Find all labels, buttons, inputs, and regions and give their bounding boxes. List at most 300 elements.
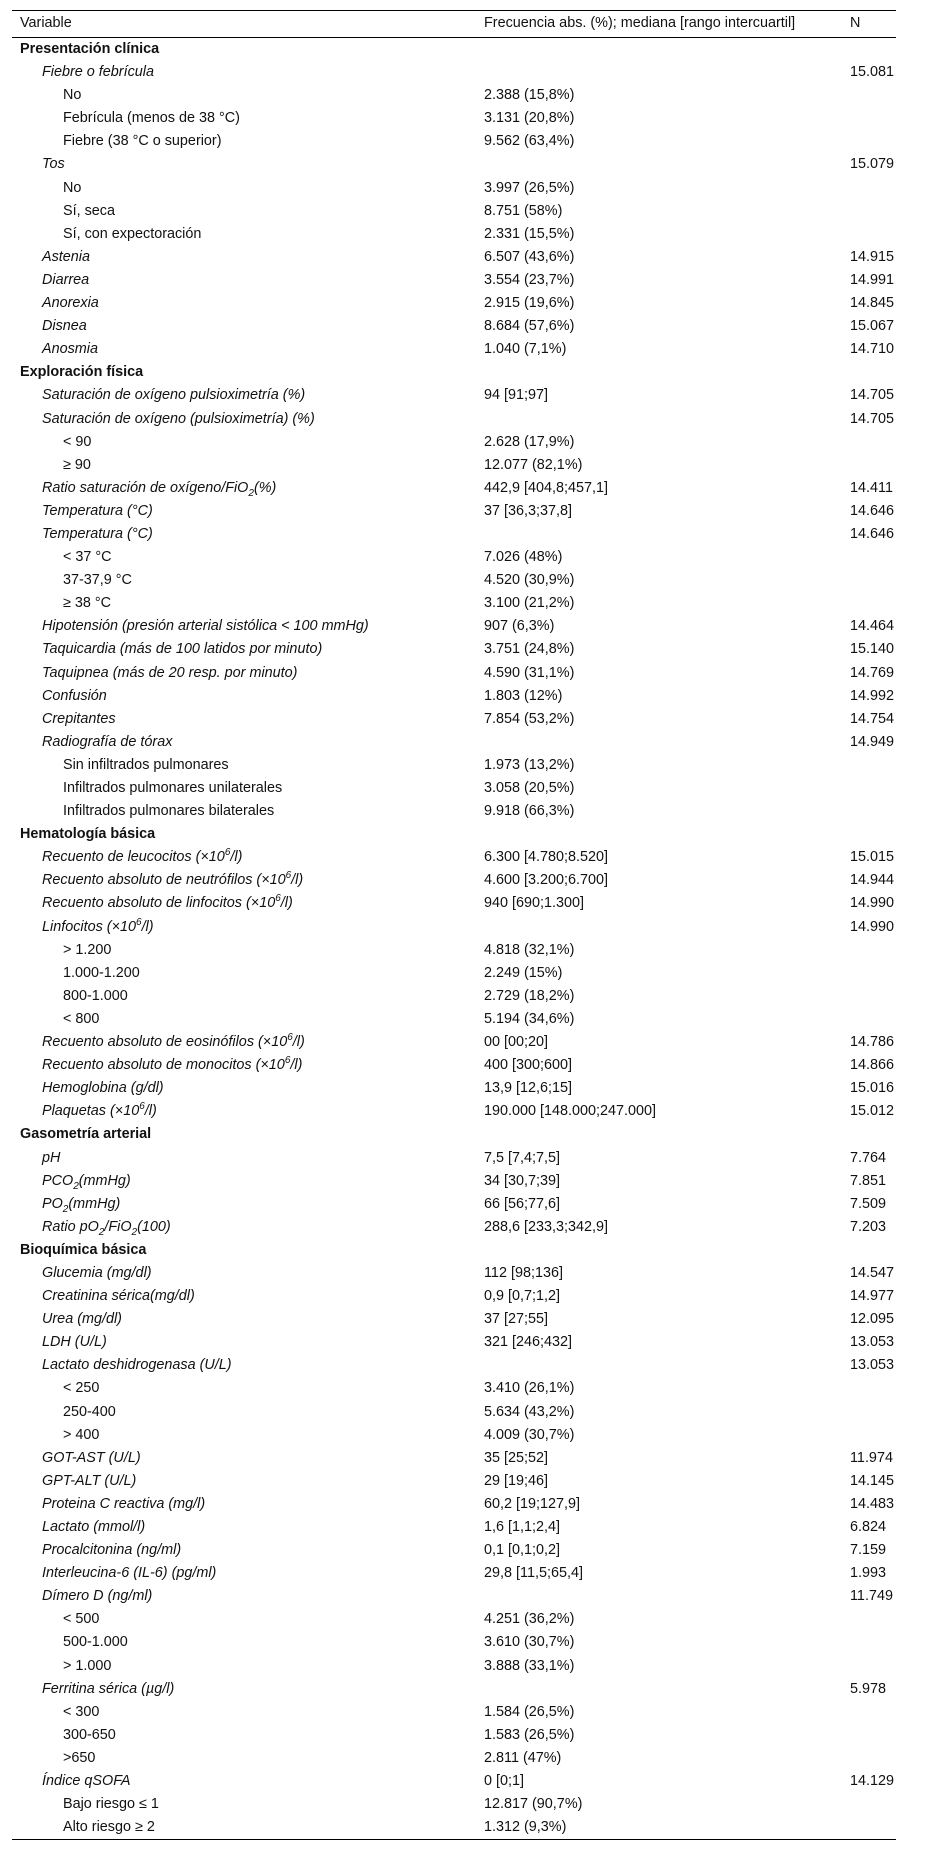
frequency-cell: 60,2 [19;127,9]: [484, 1495, 581, 1512]
frequency-cell: 00 [00;20]: [484, 1034, 549, 1051]
variable-cell: [12, 223, 476, 246]
table-row: [12, 1585, 896, 1608]
frequency-cell: 6.507 (43,6%): [484, 248, 575, 265]
n-cell: 15.012: [850, 1103, 895, 1120]
sub-row: [12, 1377, 896, 1400]
table-row: [12, 477, 896, 500]
variable-cell: [12, 1008, 476, 1031]
table-row: [12, 638, 896, 661]
variable-label: Infiltrados pulmonares bilaterales: [63, 803, 275, 820]
frequency-cell: 29 [19;46]: [484, 1472, 549, 1489]
variable-cell: [12, 1447, 476, 1470]
table-row: [12, 153, 896, 176]
table-row: [12, 869, 896, 892]
frequency-cell: 1,6 [1,1;2,4]: [484, 1519, 561, 1535]
n-cell: 14.977: [850, 1288, 895, 1305]
n-cell: 14.754: [850, 710, 895, 727]
frequency-cell: 5.634 (43,2%): [484, 1403, 575, 1420]
n-cell: 12.095: [850, 1311, 895, 1328]
n-cell: 5.978: [850, 1680, 887, 1697]
sub-row: [12, 200, 896, 223]
table-row: [12, 1193, 896, 1216]
sub-row: [12, 1008, 896, 1031]
frequency-cell: 1.040 (7,1%): [484, 341, 567, 358]
variable-label: Urea (mg/dl): [42, 1311, 122, 1328]
subscript: 2: [98, 1226, 105, 1238]
n-cell: 11.974: [850, 1449, 893, 1466]
variable-cell: [12, 1493, 476, 1516]
n-cell: [842, 1701, 896, 1724]
table-row: [12, 1516, 896, 1539]
section-header-row: [12, 38, 896, 62]
sub-row: [12, 592, 896, 615]
variable-cell: [12, 1770, 476, 1793]
sub-row: [12, 569, 896, 592]
frequency-cell: [476, 1123, 842, 1146]
frequency-cell: [476, 61, 842, 84]
frequency-cell: 3.058 (20,5%): [484, 780, 575, 796]
n-cell: [842, 84, 896, 107]
sub-row: [12, 754, 896, 777]
variable-cell: [12, 1170, 476, 1193]
variable-cell: [12, 38, 476, 62]
frequency-cell: 3.610 (30,7%): [484, 1634, 575, 1651]
sub-row: [12, 1424, 896, 1447]
variable-cell: [12, 1331, 476, 1354]
frequency-cell: 37 [36,3;37,8]: [484, 502, 573, 519]
frequency-cell: [476, 823, 842, 846]
variable-cell: [12, 546, 476, 569]
variable-label: Disnea: [42, 318, 87, 335]
variable-cell: [12, 177, 476, 200]
variable-label-suffix: (%): [253, 479, 277, 496]
variable-cell: [12, 1377, 476, 1400]
variable-label: Índice qSOFA: [42, 1773, 131, 1790]
variable-cell: [12, 1193, 476, 1216]
sub-row: [12, 985, 896, 1008]
table-row: [12, 1170, 896, 1193]
frequency-cell: 34 [30,7;39]: [484, 1172, 561, 1189]
sub-row: [12, 1724, 896, 1747]
variable-label: Exploración física: [20, 364, 144, 381]
table-row: [12, 1262, 896, 1285]
n-cell: 14.547: [850, 1264, 895, 1281]
variable-label: Diarrea: [42, 271, 90, 288]
frequency-cell: 1.584 (26,5%): [484, 1703, 575, 1720]
variable-cell: [12, 61, 476, 84]
variable-cell: [12, 1585, 476, 1608]
table-row: [12, 1331, 896, 1354]
n-cell: [842, 130, 896, 153]
variable-cell: [12, 1562, 476, 1585]
variable-label: Sin infiltrados pulmonares: [63, 756, 229, 773]
n-cell: 15.081: [850, 64, 895, 81]
frequency-cell: 2.249 (15%): [484, 964, 563, 981]
variable-cell: [12, 477, 476, 500]
sub-row: [12, 1655, 896, 1678]
variable-label: Lactato deshidrogenasa (U/L): [42, 1357, 232, 1374]
variable-label: Proteina C reactiva (mg/l): [42, 1495, 206, 1512]
variable-cell: [12, 384, 476, 407]
subscript: 2: [131, 1226, 138, 1238]
variable-label: PCO: [42, 1172, 74, 1189]
variable-cell: [12, 962, 476, 985]
variable-cell: [12, 1816, 476, 1840]
subscript: 2: [73, 1180, 79, 1192]
n-cell: 15.015: [850, 849, 895, 866]
variable-label: Temperatura (°C): [42, 525, 153, 542]
variable-cell: [12, 1470, 476, 1493]
variable-label: 800-1.000: [63, 987, 128, 1004]
table-row: [12, 269, 896, 292]
table-row: [12, 1354, 896, 1377]
n-cell: [842, 985, 896, 1008]
sub-row: [12, 1816, 896, 1840]
frequency-cell: 8.684 (57,6%): [484, 318, 575, 335]
frequency-cell: 5.194 (34,6%): [484, 1010, 575, 1027]
section-header-row: [12, 1239, 896, 1262]
variable-cell: [12, 592, 476, 615]
frequency-cell: 4.251 (36,2%): [484, 1611, 575, 1628]
variable-cell: [12, 338, 476, 361]
variable-label: Hematología básica: [20, 826, 156, 843]
variable-cell: [12, 1216, 476, 1239]
frequency-cell: 442,9 [404,8;457,1]: [484, 479, 609, 496]
variable-cell: [12, 1354, 476, 1377]
frequency-cell: 37 [27;55]: [484, 1311, 549, 1328]
frequency-cell: 4.520 (30,9%): [484, 572, 575, 589]
frequency-cell: 112 [98;136]: [484, 1264, 563, 1281]
variable-cell: [12, 1608, 476, 1631]
n-cell: [842, 1008, 896, 1031]
frequency-cell: 6.300 [4.780;8.520]: [484, 849, 609, 866]
variable-label: < 500: [63, 1611, 100, 1628]
n-cell: 14.483: [850, 1495, 895, 1512]
frequency-cell: [476, 731, 842, 754]
n-cell: 14.710: [850, 341, 895, 358]
n-cell: [842, 431, 896, 454]
n-cell: [842, 777, 896, 800]
variable-cell: [12, 569, 476, 592]
variable-cell: [12, 500, 476, 523]
variable-cell: [12, 1424, 476, 1447]
table-row: [12, 1470, 896, 1493]
variable-label: 300-650: [63, 1726, 116, 1743]
variable-label: Hipotensión (presión arterial sistólica < 100 mmHg): [42, 618, 369, 635]
variable-cell: [12, 1239, 476, 1262]
variable-label: > 400: [63, 1426, 100, 1443]
variable-label: Recuento absoluto de linfocitos (×10: [42, 895, 276, 912]
n-cell: 14.464: [850, 618, 895, 635]
variable-label-suffix: /FiO: [104, 1218, 132, 1235]
n-cell: 14.646: [850, 525, 895, 542]
n-cell: [842, 1816, 896, 1840]
frequency-cell: 9.562 (63,4%): [484, 133, 575, 150]
variable-label: Febrícula (menos de 38 °C): [63, 110, 240, 127]
table-row: [12, 731, 896, 754]
table-row: [12, 662, 896, 685]
table-row: [12, 1493, 896, 1516]
variable-cell: [12, 1793, 476, 1816]
variable-label: Gasometría arterial: [20, 1126, 152, 1143]
sub-row: [12, 1701, 896, 1724]
variable-cell: [12, 269, 476, 292]
frequency-cell: 1.973 (13,2%): [484, 756, 575, 773]
frequency-cell: 907 (6,3%): [484, 618, 555, 635]
table-row: [12, 1678, 896, 1701]
variable-label: 500-1.000: [63, 1634, 128, 1651]
n-cell: 14.991: [850, 271, 895, 288]
variable-label: Plaquetas (×10: [42, 1103, 140, 1120]
variable-cell: [12, 638, 476, 661]
sub-row: [12, 431, 896, 454]
frequency-cell: 66 [56;77,6]: [484, 1195, 561, 1212]
variable-label: >650: [63, 1749, 96, 1766]
variable-label: Ferritina sérica (µg/l): [42, 1680, 175, 1697]
n-cell: 14.129: [850, 1773, 895, 1790]
table-row: [12, 523, 896, 546]
variable-cell: [12, 615, 476, 638]
variable-label: Fiebre o febrícula: [42, 64, 154, 81]
variable-label-suffix: /l): [290, 1057, 303, 1074]
frequency-cell: 1.803 (12%): [484, 687, 563, 704]
frequency-cell: 3.554 (23,7%): [484, 271, 575, 288]
table-row: [12, 384, 896, 407]
variable-cell: [12, 1100, 476, 1123]
frequency-cell: 94 [91;97]: [484, 387, 549, 404]
sub-row: [12, 939, 896, 962]
n-cell: 14.949: [850, 733, 895, 750]
frequency-cell: 940 [690;1.300]: [484, 895, 585, 912]
frequency-cell: 12.817 (90,7%): [484, 1796, 583, 1813]
n-cell: [842, 38, 896, 62]
n-cell: [842, 754, 896, 777]
frequency-cell: 2.915 (19,6%): [484, 295, 575, 312]
table-row: [12, 1447, 896, 1470]
variable-label-suffix: /l): [292, 1034, 305, 1051]
frequency-cell: [476, 1585, 842, 1608]
variable-label: Sí, seca: [63, 202, 115, 219]
frequency-cell: 7,5 [7,4;7,5]: [484, 1149, 561, 1166]
table-row: [12, 892, 896, 915]
frequency-cell: 3.997 (26,5%): [484, 179, 575, 196]
table-row: [12, 1308, 896, 1331]
table-row: [12, 292, 896, 315]
variable-label: < 250: [63, 1380, 100, 1397]
superscript: 6: [224, 847, 231, 859]
n-cell: 14.145: [850, 1472, 895, 1489]
n-cell: [842, 361, 896, 384]
n-cell: [842, 1377, 896, 1400]
variable-label: < 37 °C: [63, 549, 112, 566]
frequency-cell: 2.628 (17,9%): [484, 433, 575, 450]
frequency-cell: [476, 1239, 842, 1262]
variable-label: ≥ 90: [63, 456, 91, 473]
variable-cell: [12, 1123, 476, 1146]
n-cell: 13.053: [850, 1334, 895, 1351]
variable-label: 37-37,9 °C: [63, 572, 132, 589]
n-cell: [842, 1239, 896, 1262]
frequency-cell: 8.751 (58%): [484, 202, 563, 219]
n-cell: [842, 592, 896, 615]
n-cell: 14.990: [850, 895, 895, 912]
variable-label-suffix: /l): [141, 918, 154, 935]
variable-label: > 1.200: [63, 941, 112, 958]
n-cell: [842, 177, 896, 200]
frequency-cell: [476, 408, 842, 431]
variable-cell: [12, 1054, 476, 1077]
variable-label: Radiografía de tórax: [42, 733, 173, 750]
n-cell: 14.845: [850, 295, 895, 312]
variable-cell: [12, 869, 476, 892]
sub-row: [12, 1793, 896, 1816]
variable-cell: [12, 1516, 476, 1539]
variable-label: Anorexia: [42, 295, 99, 312]
n-cell: 7.159: [850, 1542, 887, 1559]
variable-cell: [12, 1631, 476, 1654]
variable-label: Hemoglobina (g/dl): [42, 1080, 164, 1097]
variable-cell: [12, 1147, 476, 1170]
superscript: 6: [284, 1055, 291, 1067]
variable-label: GPT-ALT (U/L): [42, 1472, 137, 1489]
variable-label: Confusión: [42, 687, 107, 704]
variable-label: Ratio pO: [42, 1218, 99, 1235]
sub-row: [12, 546, 896, 569]
n-cell: [842, 569, 896, 592]
table-row: [12, 1562, 896, 1585]
n-cell: [842, 1655, 896, 1678]
variable-cell: [12, 800, 476, 823]
sub-row: [12, 1401, 896, 1424]
variable-label: Crepitantes: [42, 710, 116, 727]
variable-label: Taquicardia (más de 100 latidos por minuto): [42, 641, 323, 658]
frequency-cell: [476, 153, 842, 176]
n-cell: 1.993: [850, 1565, 887, 1582]
frequency-cell: 7.854 (53,2%): [484, 710, 575, 727]
n-cell: 14.866: [850, 1057, 895, 1074]
table-row: [12, 708, 896, 731]
table-row: [12, 615, 896, 638]
n-cell: 7.764: [850, 1149, 887, 1166]
variable-label: Recuento de leucocitos (×10: [42, 849, 225, 866]
variable-cell: [12, 454, 476, 477]
variable-label: Astenia: [42, 248, 90, 265]
variable-cell: [12, 1308, 476, 1331]
header-frequency: Frecuencia abs. (%); mediana [rango intercuartil]: [476, 11, 842, 38]
frequency-cell: 400 [300;600]: [484, 1057, 573, 1074]
frequency-cell: 1.583 (26,5%): [484, 1726, 575, 1743]
subscript: 2: [248, 487, 254, 499]
table-row: [12, 1031, 896, 1054]
variable-cell: [12, 1747, 476, 1770]
variable-cell: [12, 777, 476, 800]
table-body: [12, 38, 896, 1840]
variable-label: pH: [42, 1149, 61, 1166]
n-cell: 7.203: [850, 1218, 887, 1235]
n-cell: 14.705: [850, 410, 895, 427]
n-cell: [842, 823, 896, 846]
n-cell: [842, 200, 896, 223]
n-cell: [842, 1724, 896, 1747]
variable-label: Interleucina-6 (IL-6) (pg/ml): [42, 1565, 217, 1582]
variable-label: PO: [42, 1195, 63, 1212]
variable-label: Recuento absoluto de eosinófilos (×10: [42, 1034, 288, 1051]
table-row: [12, 1054, 896, 1077]
variable-label: Linfocitos (×10: [42, 918, 136, 935]
frequency-cell: 288,6 [233,3;342,9]: [484, 1218, 609, 1235]
variable-label: Dímero D (ng/ml): [42, 1588, 153, 1605]
variable-cell: [12, 1401, 476, 1424]
n-cell: 15.140: [850, 641, 895, 658]
table-row: [12, 338, 896, 361]
variable-label: Procalcitonina (ng/ml): [42, 1542, 182, 1559]
frequency-cell: 0,1 [0,1;0,2]: [484, 1542, 561, 1559]
variable-label: > 1.000: [63, 1657, 112, 1674]
frequency-cell: 4.009 (30,7%): [484, 1426, 575, 1443]
n-cell: [842, 454, 896, 477]
n-cell: 14.990: [850, 918, 895, 935]
table-row: [12, 408, 896, 431]
n-cell: 15.016: [850, 1080, 895, 1097]
n-cell: [842, 1631, 896, 1654]
variable-label-suffix: /l): [291, 872, 304, 889]
sub-row: [12, 1631, 896, 1654]
table-row: [12, 246, 896, 269]
variable-cell: [12, 200, 476, 223]
frequency-cell: 35 [25;52]: [484, 1449, 549, 1466]
table-row: [12, 1285, 896, 1308]
frequency-cell: [476, 361, 842, 384]
n-cell: [842, 223, 896, 246]
variable-cell: [12, 1724, 476, 1747]
table-row: [12, 916, 896, 939]
superscript: 6: [136, 916, 142, 928]
n-cell: 13.053: [850, 1357, 895, 1374]
variable-label: Glucemia (mg/dl): [42, 1264, 152, 1281]
variable-label: Presentación clínica: [20, 41, 160, 57]
variable-label: < 300: [63, 1703, 100, 1720]
n-cell: [842, 107, 896, 130]
n-cell: 14.915: [850, 248, 895, 265]
variable-label: Bajo riesgo ≤ 1: [63, 1796, 159, 1813]
variable-cell: [12, 1701, 476, 1724]
variable-label: Temperatura (°C): [42, 502, 153, 519]
sub-row: [12, 130, 896, 153]
table-row: [12, 1077, 896, 1100]
frequency-cell: [476, 916, 842, 939]
variable-cell: [12, 708, 476, 731]
variable-cell: [12, 754, 476, 777]
variable-label: Infiltrados pulmonares unilaterales: [63, 780, 283, 796]
variable-label: Creatinina sérica(mg/dl): [42, 1288, 195, 1305]
frequency-cell: 3.410 (26,1%): [484, 1380, 575, 1397]
n-cell: [842, 1424, 896, 1447]
variable-label: GOT-AST (U/L): [42, 1449, 141, 1466]
variable-label: Tos: [42, 156, 65, 173]
n-cell: [842, 1793, 896, 1816]
frequency-cell: 3.131 (20,8%): [484, 110, 575, 127]
superscript: 6: [275, 893, 281, 905]
subscript: 2: [62, 1203, 69, 1215]
frequency-cell: 1.312 (9,3%): [476, 1816, 842, 1840]
variable-cell: [12, 315, 476, 338]
variable-cell: [12, 823, 476, 846]
frequency-cell: 4.590 (31,1%): [484, 664, 575, 681]
n-cell: [842, 1123, 896, 1146]
variable-label: Recuento absoluto de monocitos (×10: [42, 1057, 285, 1074]
table-row: [12, 500, 896, 523]
variable-label-suffix: /l): [144, 1103, 157, 1120]
